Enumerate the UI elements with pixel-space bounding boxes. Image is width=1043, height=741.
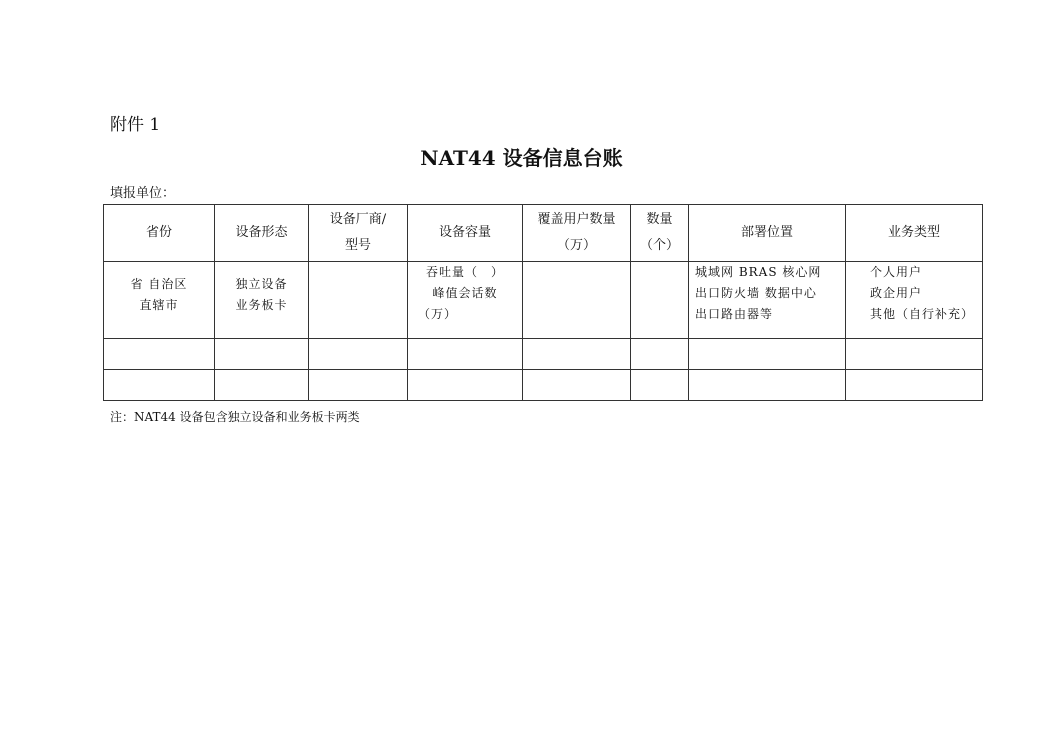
sample-capacity-line2: 峰值会话数 [432, 286, 498, 300]
header-users-line1: 覆盖用户数量 [537, 212, 616, 227]
empty-cell[interactable] [523, 339, 631, 370]
sample-business-line2: 政企用户 [870, 286, 923, 300]
header-count-line2: （个） [639, 238, 679, 253]
sample-province-cell [104, 262, 215, 339]
sample-location-line1: 城域网 BRAS 核心网 [695, 265, 822, 279]
sample-business-cell [846, 262, 983, 339]
sample-capacity-line1: 吞吐量（ ） [425, 265, 504, 279]
empty-cell[interactable] [523, 370, 631, 401]
header-device-form: 设备形态 [215, 205, 309, 262]
empty-cell[interactable] [689, 339, 846, 370]
empty-cell[interactable] [631, 339, 689, 370]
sample-users-cell[interactable] [523, 262, 631, 339]
header-business: 业务类型 [846, 205, 983, 262]
empty-row [104, 370, 983, 401]
sample-form-line1: 独立设备 [235, 277, 288, 291]
empty-cell[interactable] [309, 370, 408, 401]
header-users-line2: （万） [556, 238, 596, 253]
header-vendor-line1: 设备厂商/ [329, 212, 387, 227]
empty-cell[interactable] [846, 370, 983, 401]
device-ledger-table [103, 204, 983, 401]
empty-cell[interactable] [215, 339, 309, 370]
sample-province-line1: 省 自治区 [130, 277, 188, 291]
filing-unit-label: 填报单位： [110, 186, 176, 201]
footnote: 注：NAT44 设备包含独立设备和业务板卡两类 [110, 410, 360, 424]
header-vendor-model [309, 205, 408, 262]
sample-location-line3: 出口路由器等 [695, 307, 774, 321]
header-count-line1: 数量 [646, 212, 673, 227]
empty-cell[interactable] [309, 339, 408, 370]
sample-province-line2: 直辖市 [139, 298, 179, 312]
sample-business-line3: 其他（自行补充） [870, 307, 975, 321]
sample-location-cell [689, 262, 846, 339]
sample-capacity-cell [408, 262, 523, 339]
sample-form-cell [215, 262, 309, 339]
empty-cell[interactable] [104, 370, 215, 401]
empty-cell[interactable] [846, 339, 983, 370]
empty-row [104, 339, 983, 370]
header-covered-users [523, 205, 631, 262]
sample-row [104, 262, 983, 339]
attachment-label: 附件 1 [110, 115, 161, 135]
header-capacity: 设备容量 [408, 205, 523, 262]
sample-location-line2: 出口防火墙 数据中心 [695, 286, 817, 300]
empty-cell[interactable] [215, 370, 309, 401]
document-title: NAT44 设备信息台账 [420, 146, 623, 170]
header-row [104, 205, 983, 262]
header-vendor-line2: 型号 [344, 238, 371, 253]
sample-form-line2: 业务板卡 [235, 298, 288, 312]
header-location: 部署位置 [689, 205, 846, 262]
empty-cell[interactable] [104, 339, 215, 370]
empty-cell[interactable] [631, 370, 689, 401]
empty-cell[interactable] [689, 370, 846, 401]
empty-cell[interactable] [408, 339, 523, 370]
sample-count-cell[interactable] [631, 262, 689, 339]
sample-vendor-cell[interactable] [309, 262, 408, 339]
sample-business-line1: 个人用户 [870, 265, 923, 279]
header-province: 省份 [104, 205, 215, 262]
empty-cell[interactable] [408, 370, 523, 401]
header-count [631, 205, 689, 262]
sample-capacity-line3: （万） [418, 307, 458, 321]
